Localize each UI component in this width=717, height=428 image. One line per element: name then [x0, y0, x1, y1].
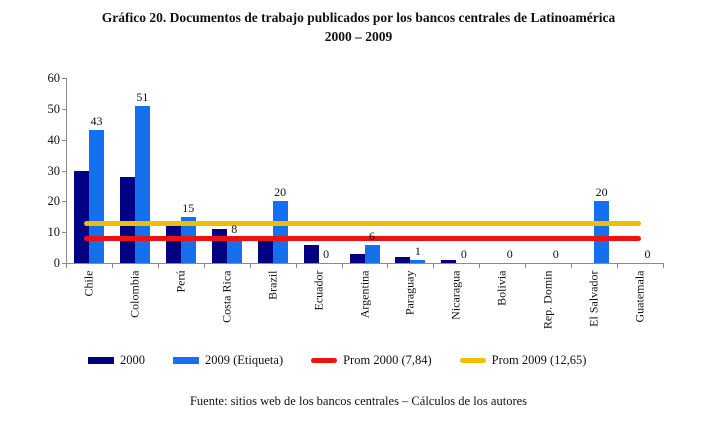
bar-2009-el-salvador: [594, 201, 609, 263]
value-label-paraguay: 1: [414, 243, 421, 258]
x-tick-mark-9: [479, 264, 480, 268]
x-tick-mark-6: [342, 264, 343, 268]
x-tick-mark-7: [387, 264, 388, 268]
value-label-bolivia: 0: [506, 247, 513, 261]
avg-line-prom-2009-12-65: [84, 221, 641, 226]
bar-2000-argentina: [350, 254, 365, 263]
bar-2000-chile: [74, 171, 89, 264]
y-tick-mark-40: [62, 140, 66, 141]
value-label-chile: 43: [90, 114, 103, 129]
chart-title-line1: [0, 8, 717, 27]
x-tick-mark-0: [66, 264, 67, 268]
legend-item-prom-2000-7-84: [311, 353, 432, 368]
source-note: Fuente: sitios web de los bancos centrales – Cálculos de los autores: [189, 394, 528, 408]
bar-2009-brazil: [273, 201, 288, 263]
value-label-guatemala: 0: [644, 247, 651, 261]
x-label-nicaragua: Nicaragua: [448, 270, 463, 320]
chart-legend: [88, 353, 586, 368]
x-label-paraguay: Paraguay: [402, 270, 417, 316]
value-label-colombia: 51: [136, 89, 149, 104]
legend-swatch-2009-etiqueta: [173, 357, 199, 364]
bar-2000-peru: [166, 226, 181, 263]
value-label-nicaragua: 0: [460, 247, 467, 261]
x-label-peru: Perú: [173, 270, 188, 293]
legend-item-prom-2009-12-65: [460, 353, 587, 368]
y-tick-mark-50: [62, 109, 66, 110]
legend-label-prom-2000-7-84: Prom 2000 (7,84): [343, 353, 432, 367]
x-label-argentina: Argentina: [357, 270, 371, 319]
legend-item-2009-etiqueta: [173, 353, 283, 368]
x-tick-mark-13: [663, 264, 664, 268]
y-tick-label-50: 50: [47, 101, 60, 116]
bar-2009-argentina: [365, 245, 380, 264]
bar-2009-paraguay: [410, 260, 425, 263]
x-label-costa-rica: Costa Rica: [219, 270, 234, 323]
legend-label-2009-etiqueta: 2009 (Etiqueta): [205, 353, 284, 367]
y-tick-label-20: 20: [47, 194, 60, 209]
bar-2000-brazil: [258, 241, 273, 263]
y-tick-mark-20: [62, 201, 66, 202]
x-label-rep-domin: Rep. Domin: [540, 270, 555, 330]
x-tick-mark-2: [158, 264, 159, 268]
legend-item-2000: [88, 353, 145, 368]
x-tick-mark-8: [433, 264, 434, 268]
x-label-ecuador: Ecuador: [311, 270, 326, 311]
y-tick-label-40: 40: [47, 132, 60, 147]
y-tick-label-30: 30: [47, 163, 60, 178]
x-label-colombia: Colombia: [127, 270, 142, 318]
value-label-costa-rica: 8: [231, 222, 238, 237]
y-tick-mark-60: [62, 78, 66, 79]
x-tick-mark-5: [296, 264, 297, 268]
x-tick-mark-12: [617, 264, 618, 268]
x-label-bolivia: Bolivia: [494, 270, 509, 306]
x-tick-mark-11: [571, 264, 572, 268]
value-label-el-salvador: 20: [595, 185, 608, 200]
value-label-ecuador: 0: [323, 247, 330, 261]
bar-2000-colombia: [120, 177, 135, 263]
x-label-brazil: Brazil: [265, 270, 280, 300]
legend-swatch-2000: [88, 357, 114, 364]
value-label-rep-domin: 0: [552, 247, 559, 261]
chart-title-prefix: Gráfico 20.: [101, 10, 167, 25]
chart-title-years: 2000 – 2009: [324, 29, 393, 44]
x-tick-mark-10: [525, 264, 526, 268]
chart-title: [0, 8, 717, 46]
value-label-brazil: 20: [274, 185, 287, 200]
legend-label-2000: 2000: [120, 353, 145, 367]
bar-2009-chile: [89, 130, 104, 263]
x-label-el-salvador: El Salvador: [586, 270, 601, 327]
bar-2009-costa-rica: [227, 238, 242, 263]
x-label-guatemala: Guatemala: [632, 270, 647, 323]
chart-title-text: Documentos de trabajo publicados por los bancos centrales de Latinoamérica: [166, 10, 616, 25]
legend-label-prom-2009-12-65: Prom 2009 (12,65): [491, 353, 587, 367]
x-label-chile: Chile: [81, 270, 96, 297]
value-label-argentina: 6: [369, 228, 375, 243]
legend-swatch-prom-2000-7-84: [311, 358, 337, 363]
legend-swatch-prom-2009-12-65: [460, 358, 486, 363]
y-tick-label-0: 0: [53, 256, 60, 270]
x-tick-mark-1: [112, 264, 113, 268]
y-tick-label-10: 10: [47, 225, 60, 240]
x-tick-mark-3: [204, 264, 205, 268]
value-label-peru: 15: [182, 200, 195, 215]
y-tick-mark-10: [62, 232, 66, 233]
y-tick-mark-30: [62, 171, 66, 172]
x-tick-mark-4: [250, 264, 251, 268]
y-tick-label-60: 60: [47, 71, 60, 85]
